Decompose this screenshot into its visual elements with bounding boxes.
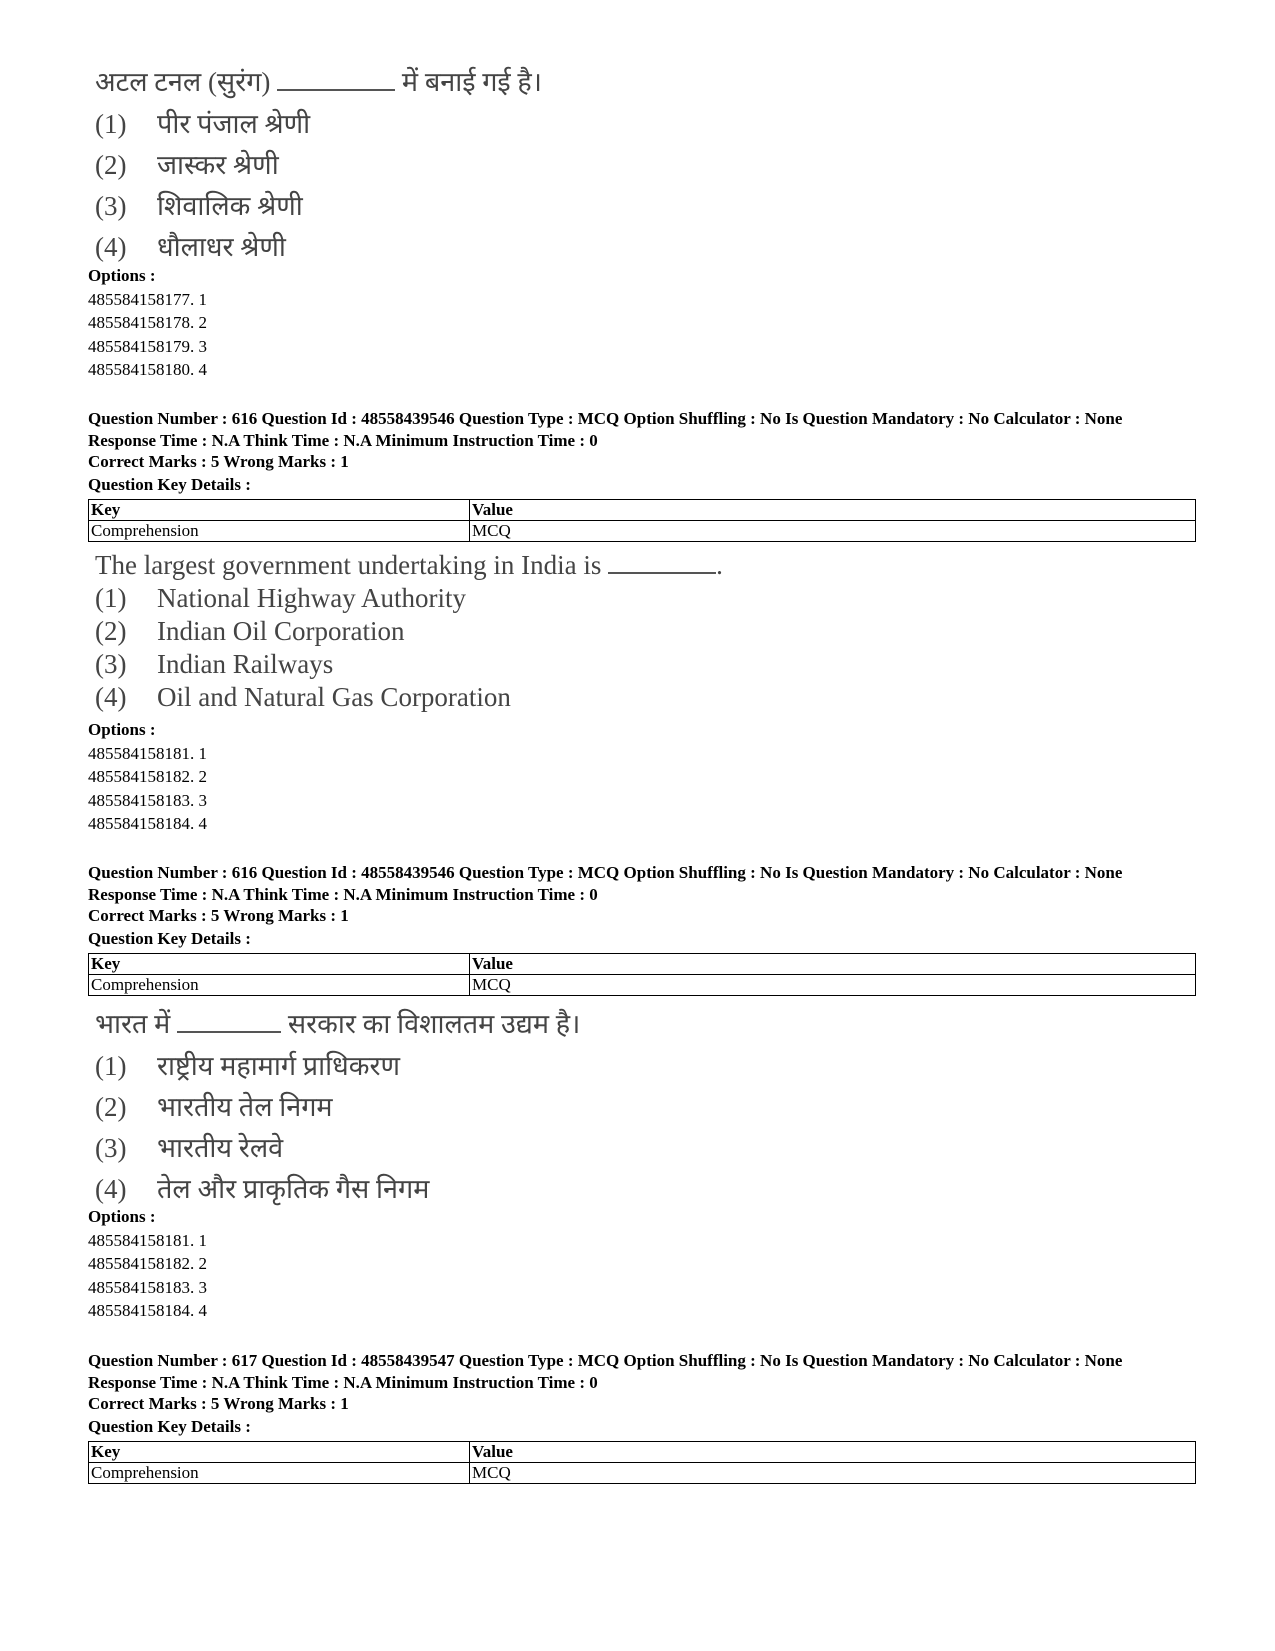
question-meta-617 — [88, 1349, 1196, 1484]
option-number: (3) — [95, 191, 127, 221]
answer-blank — [608, 550, 716, 574]
stem-text-end: सरकार का विशालतम उद्यम है। — [287, 1009, 581, 1039]
marks-line: Correct Marks : 5 Wrong Marks : 1 — [88, 451, 349, 471]
table-header-row — [89, 953, 1196, 974]
option-text: राष्ट्रीय महामार्ग प्राधिकरण — [157, 1051, 401, 1081]
option-1 — [95, 1046, 580, 1087]
key-details-label: Question Key Details : — [88, 475, 251, 494]
value-header: Value — [470, 499, 1196, 520]
options-list-q2 — [88, 718, 207, 836]
question-stem — [95, 548, 723, 582]
key-details-label: Question Key Details : — [88, 929, 251, 948]
key-header: Key — [89, 499, 470, 520]
option-4 — [95, 227, 542, 268]
question-stem — [95, 1002, 580, 1046]
question-image-largest-undertaking-hindi — [95, 1002, 580, 1210]
response-time-line: Response Time : N.A Think Time : N.A Minimum Instruction Time : 0 — [88, 430, 598, 450]
option-id: 485584158184. 4 — [88, 1301, 207, 1320]
option-id: 485584158178. 2 — [88, 313, 207, 332]
option-number: (3) — [95, 1133, 127, 1163]
marks-line: Correct Marks : 5 Wrong Marks : 1 — [88, 1393, 349, 1413]
answer-blank — [277, 67, 395, 91]
option-3 — [95, 648, 723, 681]
key-cell: Comprehension — [89, 974, 470, 995]
question-stem — [95, 60, 542, 104]
option-text: तेल और प्राकृतिक गैस निगम — [157, 1174, 430, 1204]
option-text: Indian Oil Corporation — [157, 616, 405, 646]
option-number: (3) — [95, 649, 127, 679]
option-number: (4) — [95, 232, 127, 262]
question-header-line: Question Number : 616 Question Id : 48558439546 Question Type : MCQ Option Shuffling : No Is Question Mandatory : No Calculator : None — [88, 863, 1123, 882]
option-number: (4) — [95, 1174, 127, 1204]
value-header: Value — [470, 1441, 1196, 1462]
table-header-row — [89, 499, 1196, 520]
option-text: भारतीय तेल निगम — [157, 1092, 333, 1122]
option-text: जास्कर श्रेणी — [157, 150, 279, 180]
option-id: 485584158180. 4 — [88, 360, 207, 379]
value-cell: MCQ — [470, 520, 1196, 541]
question-meta-616-hindi — [88, 861, 1196, 996]
option-id: 485584158177. 1 — [88, 289, 207, 309]
option-2 — [95, 145, 542, 186]
option-number: (2) — [95, 150, 127, 180]
answer-blank — [177, 1009, 281, 1033]
key-cell: Comprehension — [89, 520, 470, 541]
option-4 — [95, 681, 723, 714]
option-text: पीर पंजाल श्रेणी — [157, 109, 311, 139]
stem-text-end: . — [716, 550, 723, 580]
options-label: Options : — [88, 266, 156, 285]
options-list-q3 — [88, 1205, 207, 1323]
stem-text-end: में बनाई गई है। — [401, 67, 542, 97]
question-image-largest-undertaking — [95, 548, 723, 714]
question-meta-616-english — [88, 407, 1196, 542]
options-list-q1 — [88, 264, 207, 382]
key-header: Key — [89, 1441, 470, 1462]
table-row — [89, 1462, 1196, 1483]
table-row — [89, 520, 1196, 541]
option-2 — [95, 1087, 580, 1128]
key-cell: Comprehension — [89, 1462, 470, 1483]
option-text: Oil and Natural Gas Corporation — [157, 682, 511, 712]
key-header: Key — [89, 953, 470, 974]
question-image-atal-tunnel — [95, 60, 542, 268]
value-header: Value — [470, 953, 1196, 974]
option-id: 485584158182. 2 — [88, 1254, 207, 1273]
stem-text-start: भारत में — [95, 1009, 171, 1039]
option-1 — [95, 582, 723, 615]
option-text: भारतीय रेलवे — [157, 1133, 284, 1163]
key-value-table — [88, 499, 1196, 542]
option-number: (4) — [95, 682, 127, 712]
key-value-table — [88, 953, 1196, 996]
value-cell: MCQ — [470, 1462, 1196, 1483]
option-number: (2) — [95, 1092, 127, 1122]
options-label: Options : — [88, 720, 156, 739]
response-time-line: Response Time : N.A Think Time : N.A Minimum Instruction Time : 0 — [88, 1372, 598, 1392]
value-cell: MCQ — [470, 974, 1196, 995]
option-number: (1) — [95, 583, 127, 613]
option-text: शिवालिक श्रेणी — [157, 191, 303, 221]
marks-line: Correct Marks : 5 Wrong Marks : 1 — [88, 905, 349, 925]
option-2 — [95, 615, 723, 648]
key-details-label: Question Key Details : — [88, 1417, 251, 1436]
option-3 — [95, 186, 542, 227]
option-id: 485584158181. 1 — [88, 1230, 207, 1250]
option-id: 485584158183. 3 — [88, 790, 207, 810]
option-4 — [95, 1169, 580, 1210]
table-row — [89, 974, 1196, 995]
option-id: 485584158184. 4 — [88, 814, 207, 833]
options-label: Options : — [88, 1207, 156, 1226]
response-time-line: Response Time : N.A Think Time : N.A Minimum Instruction Time : 0 — [88, 884, 598, 904]
option-text: National Highway Authority — [157, 583, 466, 613]
option-text: Indian Railways — [157, 649, 334, 679]
key-value-table — [88, 1441, 1196, 1484]
question-header-line: Question Number : 616 Question Id : 48558439546 Question Type : MCQ Option Shuffling : No Is Question Mandatory : No Calculator : None — [88, 409, 1123, 428]
option-1 — [95, 104, 542, 145]
option-id: 485584158182. 2 — [88, 767, 207, 786]
option-id: 485584158179. 3 — [88, 336, 207, 356]
option-text: धौलाधर श्रेणी — [157, 232, 286, 262]
option-number: (1) — [95, 109, 127, 139]
table-header-row — [89, 1441, 1196, 1462]
option-id: 485584158183. 3 — [88, 1277, 207, 1297]
option-id: 485584158181. 1 — [88, 743, 207, 763]
stem-text-start: अटल टनल (सुरंग) — [95, 67, 271, 97]
option-number: (1) — [95, 1051, 127, 1081]
question-header-line: Question Number : 617 Question Id : 48558439547 Question Type : MCQ Option Shuffling : No Is Question Mandatory : No Calculator : None — [88, 1351, 1123, 1370]
option-number: (2) — [95, 616, 127, 646]
stem-text-start: The largest government undertaking in India is — [95, 550, 602, 580]
option-3 — [95, 1128, 580, 1169]
